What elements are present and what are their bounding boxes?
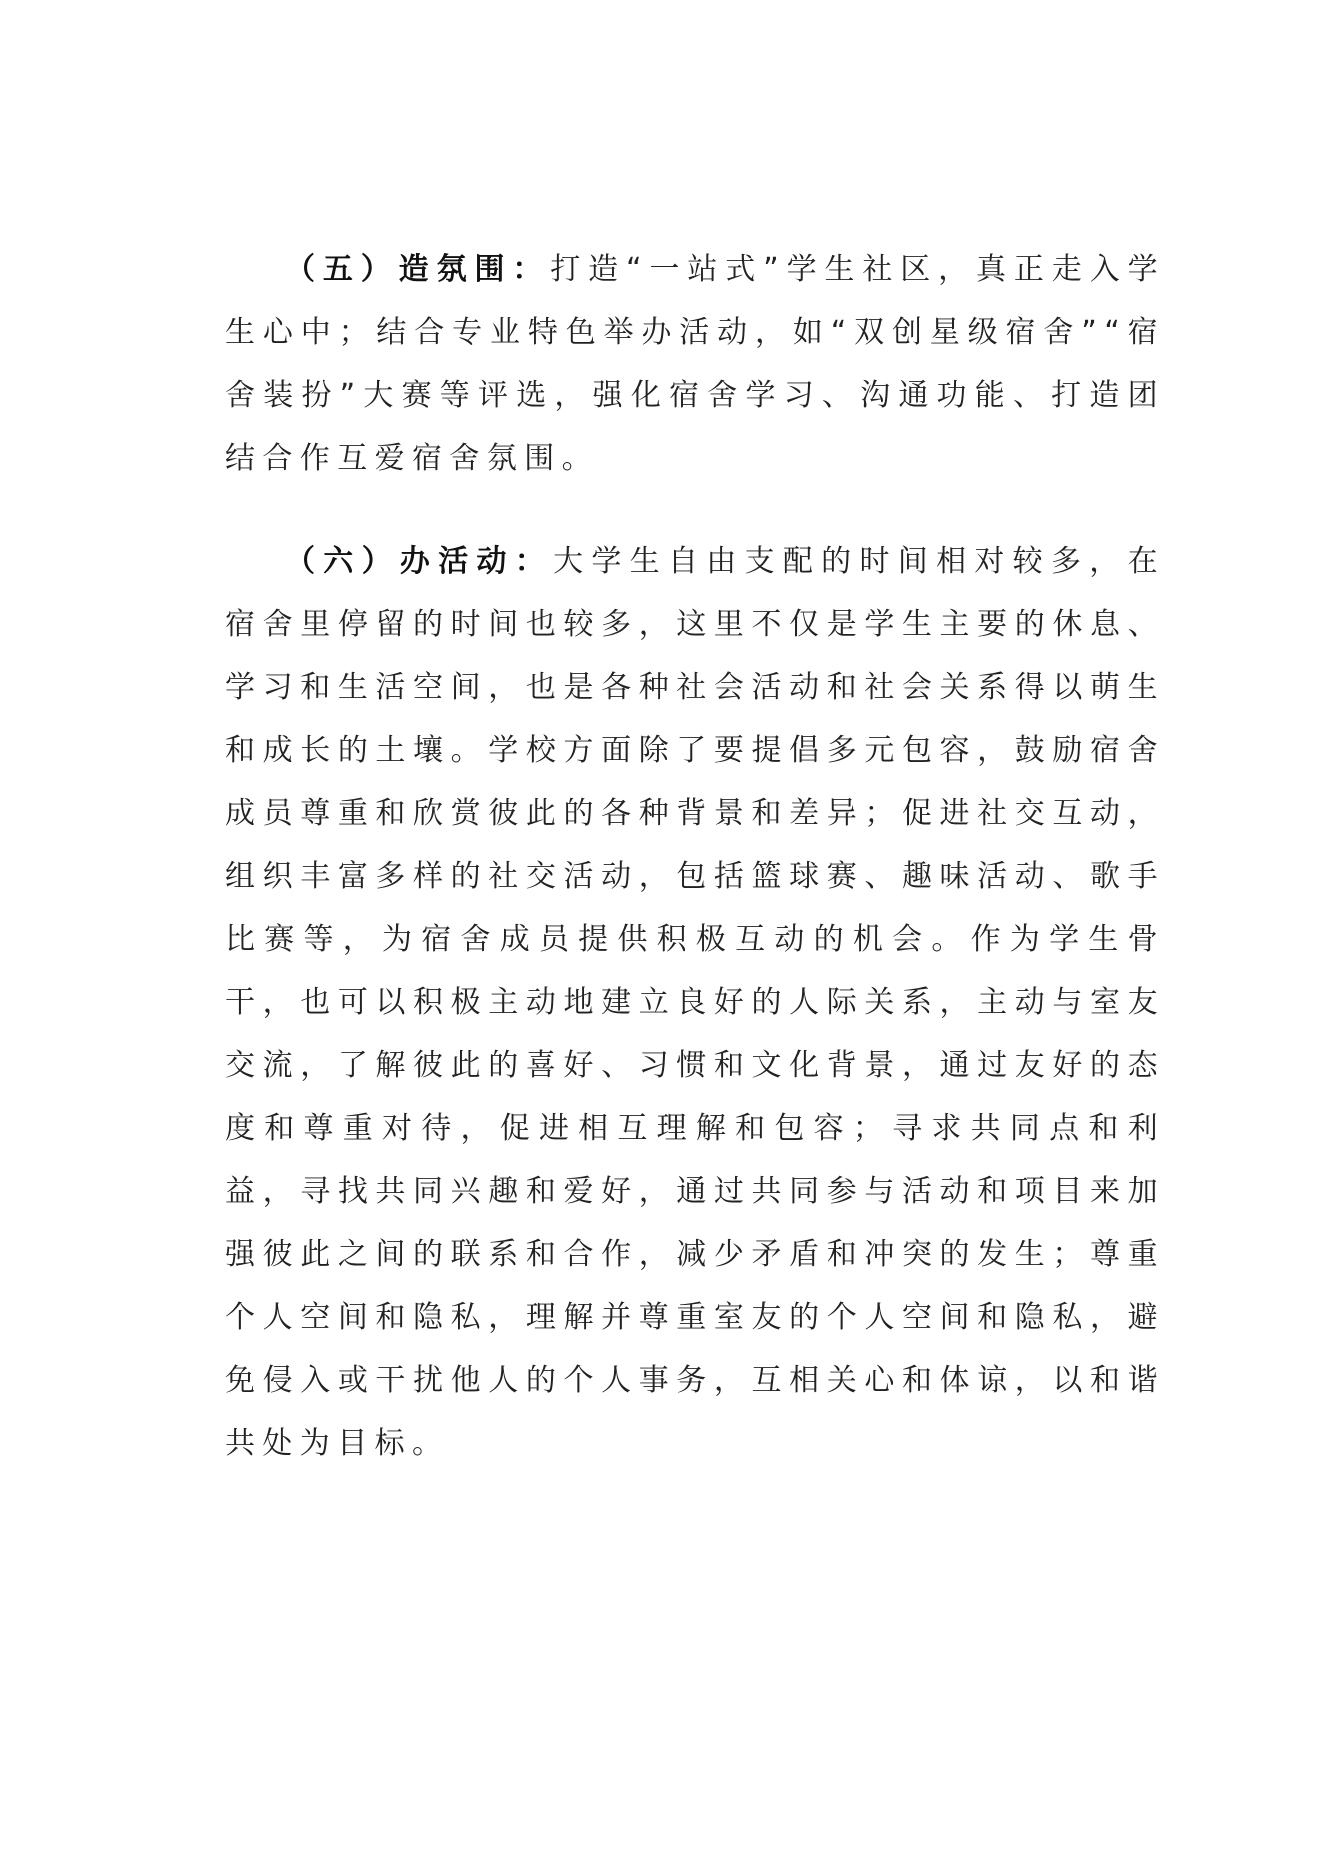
section-heading-5: （五）造氛围：	[285, 252, 551, 287]
paragraph-hold-activities	[225, 530, 1165, 1475]
section-body-5: 打造“一站式”学生社区，真正走入学生心中；结合专业特色举办活动，如“双创星级宿舍”“宿舍装扮”大赛等评选，强化宿舍学习、沟通功能、打造团结合作互爱宿舍氛围。	[225, 252, 1165, 476]
section-heading-6: （六）办活动：	[285, 544, 554, 579]
paragraph-create-atmosphere	[225, 238, 1165, 490]
section-body-6: 大学生自由支配的时间相对较多，在宿舍里停留的时间也较多，这里不仅是学生主要的休息、学习和生活空间，也是各种社会活动和社会关系得以萌生和成长的土壤。学校方面除了要提倡多元包容，鼓励宿舍成员尊重和欣赏彼此的各种背景和差异；促进社交互动，组织丰富多样的社交活动，包括篮球赛、趣味活动、歌手比赛等，为宿舍成员提供积极互动的机会。作为学生骨干，也可以积极主动地建立良好的人际关系，主动与室友交流，了解彼此的喜好、习惯和文化背景，通过友好的态度和尊重对待，促进相互理解和包容；寻求共同点和利益，寻找共同兴趣和爱好，通过共同参与活动和项目来加强彼此之间的联系和合作，减少矛盾和冲突的发生；尊重个人空间和隐私，理解并尊重室友的个人空间和隐私，避免侵入或干扰他人的个人事务，互相关心和体谅，以和谐共处为目标。	[225, 544, 1165, 1461]
